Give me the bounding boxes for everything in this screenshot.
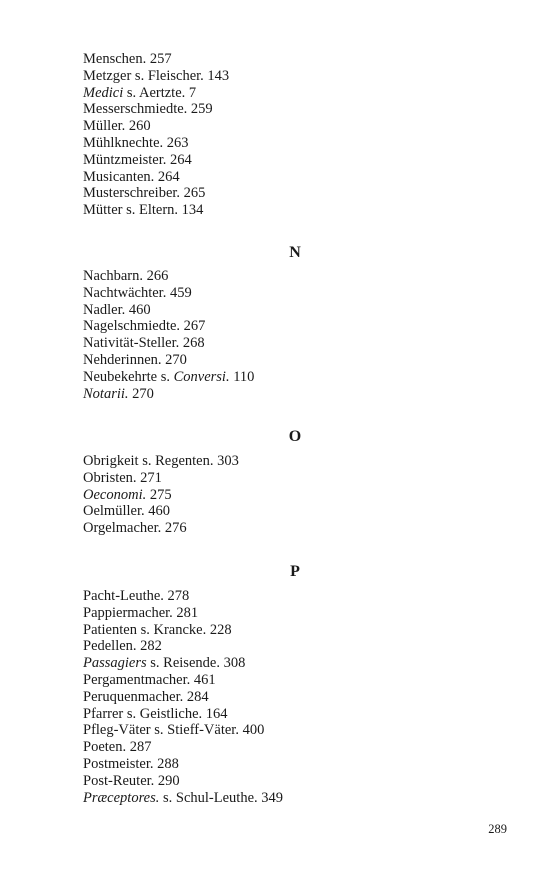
index-entry: Patienten s. Krancke. 228 [83,621,232,638]
index-entry: Post-Reuter. 290 [83,772,180,789]
index-entry: Nativität-Steller. 268 [83,335,205,352]
index-entry: Mütter s. Eltern. 134 [83,202,204,219]
section-heading-n: N [289,244,301,261]
index-entry: Metzger s. Fleischer. 143 [83,67,230,84]
index-entry: Obrigkeit s. Regenten. 303 [83,453,239,469]
index-entry: Peruquenmacher. 284 [83,688,209,705]
index-entry: Medici s. Aertzte. 7 [83,84,197,101]
section-heading-o: O [288,428,302,445]
section-o-list [83,453,503,537]
index-entry: Pergamentmacher. 461 [83,671,216,688]
index-entry: Neubekehrte s. Conversi. 110 [83,368,255,385]
index-entry: Præceptores. s. Schul-Leuthe. 349 [83,789,284,806]
index-entry: Nagelschmiedte. 267 [83,318,206,335]
section-n-list [83,268,503,402]
index-entry: Oelmüller. 460 [83,503,170,520]
index-entry: Müntzmeister. 264 [83,151,192,168]
section-heading-p: P [290,563,300,580]
index-entry: Messerschmiedte. 259 [83,101,213,118]
index-entry: Musicanten. 264 [83,168,180,185]
index-entry: Pacht-Leuthe. 278 [83,588,190,604]
index-entry: Nachtwächter. 459 [83,284,192,301]
section-m-list [83,51,503,219]
page-number: 289 [488,822,507,836]
index-entry: Mühlknechte. 263 [83,134,189,151]
index-entry: Menschen. 257 [83,51,172,67]
index-entry: Pfarrer s. Geistliche. 164 [83,705,228,722]
index-entry: Passagiers s. Reisende. 308 [83,655,246,672]
index-entry: Postmeister. 288 [83,755,179,772]
index-entry: Pedellen. 282 [83,638,162,655]
index-entry: Müller. 260 [83,118,151,135]
index-entry: Obristen. 271 [83,469,162,486]
index-entry: Nachbarn. 266 [83,268,169,284]
index-entry: Pfleg-Väter s. Stieff-Väter. 400 [83,722,265,739]
index-entry: Nehderinnen. 270 [83,351,187,368]
section-p-list [83,588,503,806]
index-entry: Musterschreiber. 265 [83,185,206,202]
index-entry: Nadler. 460 [83,301,151,318]
index-entry: Poeten. 287 [83,739,152,756]
index-entry: Notarii. 270 [83,385,154,402]
index-entry: Oeconomi. 275 [83,486,172,503]
index-entry: Orgelmacher. 276 [83,520,187,537]
index-entry: Pappiermacher. 281 [83,604,199,621]
